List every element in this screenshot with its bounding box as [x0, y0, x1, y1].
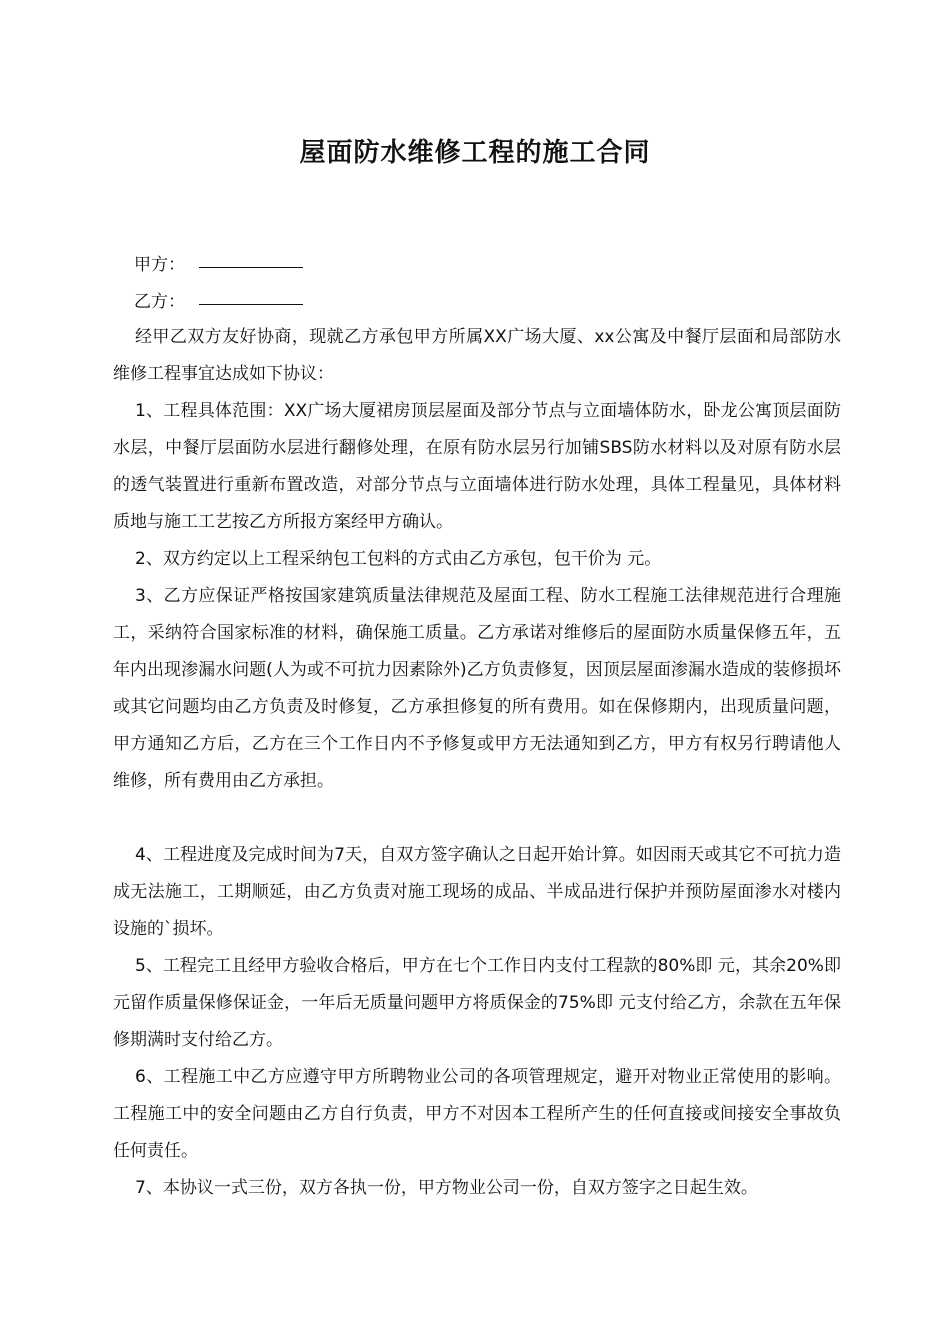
party-a-blank [199, 253, 303, 268]
clause-4: 4、工程进度及完成时间为7天，自双方签字确认之日起开始计算。如因雨天或其它不可抗力造成无法施工，工期顺延，由乙方负责对施工现场的成品、半成品进行保护并预防屋面渗水对楼内设施的`损坏。 [113, 845, 841, 939]
party-b-blank [199, 290, 303, 305]
party-a-line [134, 253, 303, 277]
clause-7: 7、本协议一式三份，双方各执一份，甲方物业公司一份，自双方签字之日起生效。 [135, 1178, 758, 1198]
intro-paragraph: 经甲乙双方友好协商，现就乙方承包甲方所属XX广场大厦、xx公寓及中餐厅层面和局部防水维修工程事宜达成如下协议： [113, 327, 841, 384]
clause-1: 1、工程具体范围：XX广场大厦裙房顶层屋面及部分节点与立面墙体防水，卧龙公寓顶层面防水层，中餐厅层面防水层进行翻修处理，在原有防水层另行加铺SBS防水材料以及对原有防水层的透气装置进行重新布置改造，对部分节点与立面墙体进行防水处理，具体工程量见，具体材料质地与施工工艺按乙方所报方案经甲方确认。 [113, 401, 841, 532]
contract-body [113, 319, 841, 1207]
clause-2: 2、双方约定以上工程采纳包工包料的方式由乙方承包，包干价为 元。 [135, 549, 662, 569]
document-title: 屋面防水维修工程的施工合同 [299, 138, 651, 168]
clause-5: 5、工程完工且经甲方验收合格后，甲方在七个工作日内支付工程款的80%即 元，其余20%即 元留作质量保修保证金，一年后无质量问题甲方将质保金的75%即 元支付给乙方，余款在五年保修期满时支付给乙方。 [113, 956, 841, 1050]
party-b-label: 乙方： [134, 292, 185, 312]
party-b-line [134, 290, 303, 314]
clause-6: 6、工程施工中乙方应遵守甲方所聘物业公司的各项管理规定，避开对物业正常使用的影响。工程施工中的安全问题由乙方自行负责，甲方不对因本工程所产生的任何直接或间接安全事故负任何责任。 [113, 1067, 841, 1161]
party-a-label: 甲方： [134, 255, 185, 275]
clause-3: 3、乙方应保证严格按国家建筑质量法律规范及屋面工程、防水工程施工法律规范进行合理施工，采纳符合国家标准的材料，确保施工质量。乙方承诺对维修后的屋面防水质量保修五年，五年内出现渗漏水问题(人为或不可抗力因素除外)乙方负责修复，因顶层屋面渗漏水造成的装修损坏或其它问题均由乙方负责及时修复，乙方承担修复的所有费用。如在保修期内，出现质量问题，甲方通知乙方后，乙方在三个工作日内不予修复或甲方无法通知到乙方，甲方有权另行聘请他人维修，所有费用由乙方承担。 [113, 586, 841, 791]
paragraph-gap [113, 800, 841, 837]
